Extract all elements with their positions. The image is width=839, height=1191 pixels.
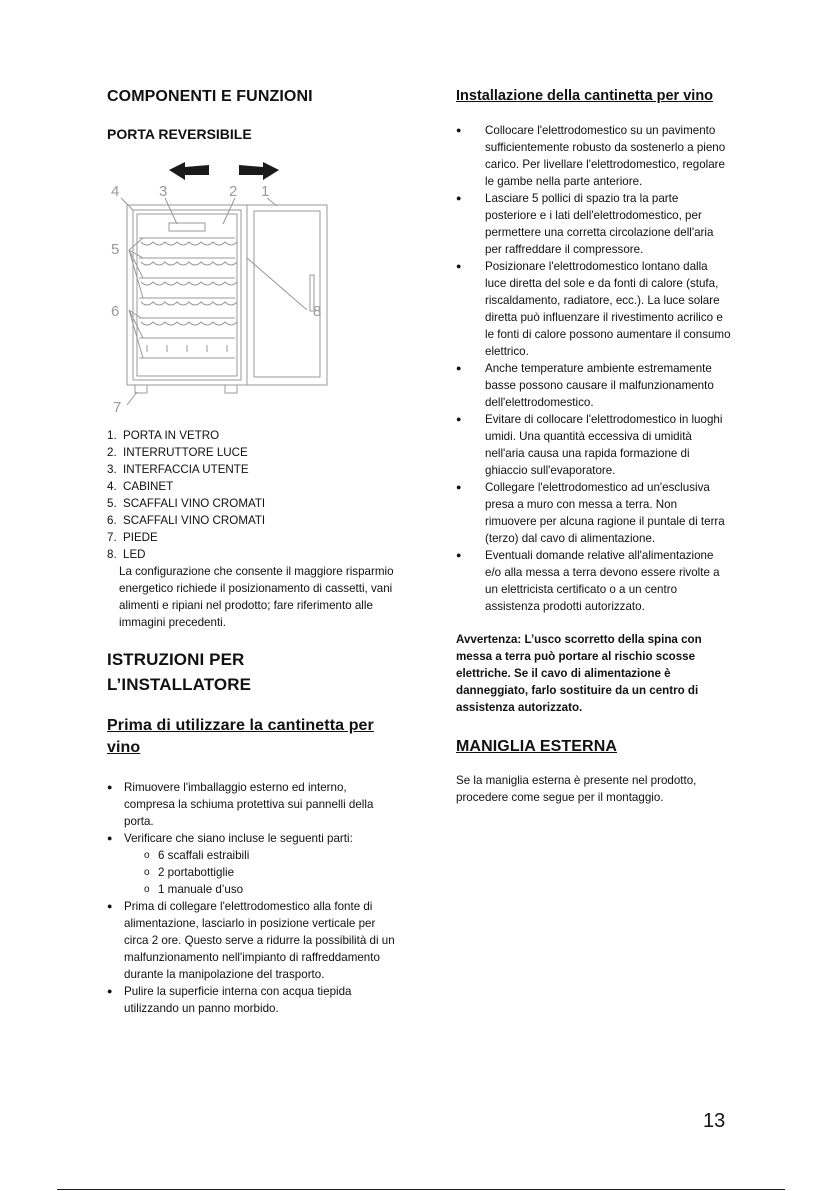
- install-list: [456, 122, 731, 615]
- list-item: ● Prima di collegare l'elettrodomestico alla fonte di alimentazione, lasciarlo in posizione verticale per circa 2 ore. Questo serve a ridurre la possibilità di un malfunzionamento nell'impianto di raffreddamento durante la manipolazione del trasporto.: [107, 900, 395, 981]
- list-item: o 2 portabottiglie: [144, 866, 235, 879]
- parts-list: [107, 427, 407, 563]
- wine-cooler-diagram: [107, 150, 347, 425]
- list-item: o 6 scaffali estraibili: [144, 849, 250, 862]
- list-item: ● Rimuovere l'imballaggio esterno ed interno, compresa la schiuma protettiva sui pannelli della porta.: [107, 781, 374, 828]
- right-column: [456, 84, 731, 806]
- callout-2: 2: [229, 183, 238, 200]
- arrow-left-icon: [169, 162, 209, 180]
- parts-list-item: 3. INTERFACCIA UTENTE: [107, 463, 249, 476]
- parts-list-item: 4. CABINET: [107, 480, 174, 493]
- list-item: ● Eventuali domande relative all'alimentazione e/o alla messa a terra devono essere rivolte a un elettricista certificato o a un centro assistenza prodotti autorizzato.: [456, 549, 720, 613]
- list-item: ● Lasciare 5 pollici di spazio tra la parte posteriore e i lati dell'elettrodomestico, per permettere una corretta circolazione dell'aria per raffreddare il compressore.: [456, 192, 714, 256]
- callout-4: 4: [111, 183, 120, 200]
- heading-external-handle: MANIGLIA ESTERNA: [456, 738, 618, 755]
- left-column: [107, 84, 407, 1017]
- callout-1: 1: [261, 183, 270, 200]
- callout-7: 7: [113, 399, 122, 416]
- arrow-right-icon: [239, 162, 279, 180]
- list-item: ● Verificare che siano incluse le seguenti parti: o 6 scaffali estraibili o 2 portabottiglie o 1 manuale d’uso: [107, 832, 353, 896]
- list-item: ● Anche temperature ambiente estremamente basse possono causare il malfunzionamento dell'elettrodomestico.: [456, 362, 714, 409]
- warning-text: Avvertenza: L’usco scorretto della spina con messa a terra può portare al rischio scosse elettriche. Se il cavo di alimentazione è danneggiato, farlo sostituire da un centro di assistenza autorizzato.: [456, 633, 702, 714]
- list-item: ● Pulire la superficie interna con acqua tiepida utilizzando un panno morbido.: [107, 985, 352, 1015]
- heading-installer: ISTRUZIONI PER L’INSTALLATORE: [107, 650, 252, 694]
- list-item: ● Collegare l'elettrodomestico ad un'esclusiva presa a muro con messa a terra. Non rimuovere per alcuna ragione il puntale di terra (terzo) dal cavo di alimentazione.: [456, 481, 725, 545]
- heading-before-use: Prima di utilizzare la cantinetta per vino: [107, 717, 374, 756]
- heading-install: Installazione della cantinetta per vino: [456, 88, 714, 104]
- parts-list-item: 1. PORTA IN VETRO: [107, 429, 220, 442]
- before-use-list: [107, 779, 397, 1017]
- callout-8: 8: [313, 303, 322, 320]
- parts-list-item: 5. SCAFFALI VINO CROMATI: [107, 497, 266, 510]
- config-note: La configurazione che consente il maggiore risparmio energetico richiede il posizionamento di cassetti, vani alimenti e ripiani nel prodotto; fare riferimento alle immagini precedenti.: [119, 565, 394, 629]
- callout-6: 6: [111, 303, 120, 320]
- callout-3: 3: [159, 183, 168, 200]
- list-item: ● Posizionare l'elettrodomestico lontano dalla luce diretta del sole e da fonti di calore (stufa, riscaldamento, radiatore, ecc.). La luce solare diretta può influenzare il rivestimento acrilico e le fonti di calore possono aumentare il consumo elettrico.: [456, 260, 731, 358]
- parts-list-item: 6. SCAFFALI VINO CROMATI: [107, 514, 266, 527]
- page-number: 13: [703, 1110, 726, 1132]
- callout-5: 5: [111, 241, 120, 258]
- parts-list-item: 8. LED: [107, 548, 146, 561]
- parts-list-item: 2. INTERRUTTORE LUCE: [107, 446, 248, 459]
- handle-text: Se la maniglia esterna è presente nel prodotto, procedere come segue per il montaggio.: [456, 774, 697, 804]
- list-item: ● Collocare l'elettrodomestico su un pavimento sufficientemente robusto da sostenerlo a pieno carico. Per livellare l'elettrodomestico, regolare le gambe nella parte anteriore.: [456, 124, 726, 188]
- list-item: ● Evitare di collocare l'elettrodomestico in luoghi umidi. Una quantità eccessiva di umidità nell'aria causa una rapida formazione di ghiaccio sull'evaporatore.: [456, 413, 723, 477]
- footer-divider: [57, 1189, 785, 1190]
- included-parts-list: [124, 847, 353, 898]
- heading-reversible-door: PORTA REVERSIBILE: [107, 126, 252, 142]
- parts-list-item: 7. PIEDE: [107, 531, 158, 544]
- list-item: o 1 manuale d’uso: [144, 883, 244, 896]
- heading-components: COMPONENTI E FUNZIONI: [107, 88, 313, 105]
